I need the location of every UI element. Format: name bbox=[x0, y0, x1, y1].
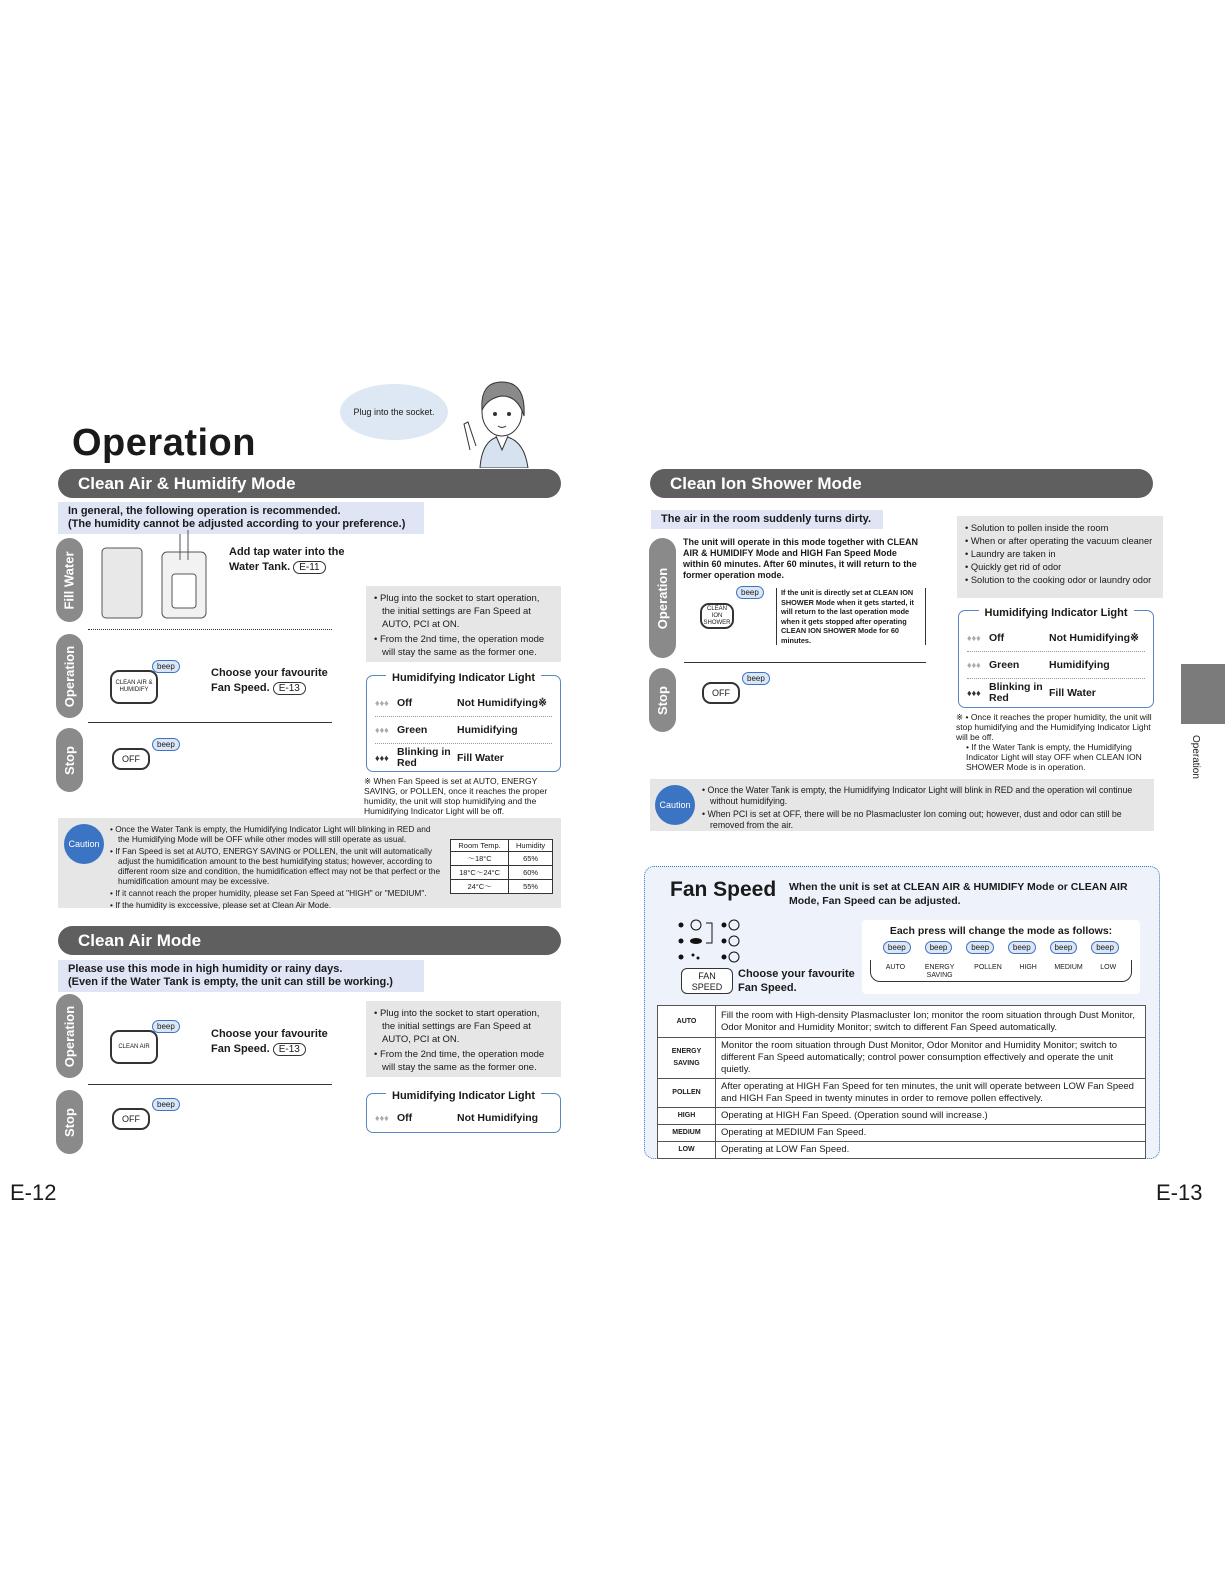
clean-air-header: Clean Air Mode bbox=[58, 926, 561, 955]
fan-text-line-1: Choose your favourite bbox=[211, 667, 328, 679]
beep-bubble: beep bbox=[1050, 941, 1078, 954]
use-item: • When or after operating the vacuum cleaner bbox=[965, 536, 1153, 546]
beep-bubble: beep bbox=[1008, 941, 1036, 954]
use-item: • Quickly get rid of odor bbox=[965, 562, 1062, 572]
caution-line: • Once the Water Tank is empty, the Humidifying Indicator Light will blinking in RED and the Humidifying Mode will be OFF while other modes will still operate as usual. bbox=[110, 824, 431, 844]
clean-air-humidify-button[interactable]: CLEAN AIR & HUMIDIFY bbox=[110, 670, 158, 704]
footnote: ※ When Fan Speed is set at AUTO, ENERGY SAVING, or POLLEN, once it reaches the proper humidity, the unit will stop humidifying and the Humidifying Indicator Light will be off. bbox=[364, 776, 548, 816]
boxed-note: If the unit is directly set at CLEAN ION SHOWER Mode when it gets started, it will return to the last operation mode when it gets stopped after operating CLEAN ION SHOWER Mode for 60 minutes. bbox=[776, 588, 926, 645]
table-header: Room Temp. bbox=[451, 840, 509, 852]
indicator-row: ♦♦♦ Off Not Humidifying※ bbox=[967, 625, 1145, 652]
ion-shower-desc: The unit will operate in this mode together with CLEAN AIR & HUMIDIFY Mode and HIGH Fan Speed Mode within 60 minutes. After 60 minutes, it will return to the former operation mode. bbox=[683, 537, 919, 580]
info-line-1: • Plug into the socket to start operation, the initial settings are Fan Speed at AUTO, PCI at ON. bbox=[374, 1008, 540, 1045]
table-row: MEDIUM Operating at MEDIUM Fan Speed. bbox=[658, 1125, 1146, 1142]
caution-line: • If it cannot reach the proper humidity, please set Fan Speed at "HIGH" or "MEDIUM". bbox=[110, 888, 427, 898]
divider bbox=[88, 629, 332, 630]
indicator-light-box bbox=[366, 1090, 561, 1133]
choose-line-2: Fan Speed. bbox=[738, 982, 797, 994]
ref-e13[interactable]: E-13 bbox=[273, 682, 306, 695]
speech-bubble: Plug into the socket. bbox=[340, 384, 448, 440]
cycle-step: LOW bbox=[1100, 964, 1117, 971]
ion-shower-note: The air in the room suddenly turns dirty. bbox=[651, 510, 883, 529]
humidity-table bbox=[450, 839, 553, 894]
beep-bubble: beep bbox=[736, 586, 764, 599]
fan-speed-button[interactable]: FAN SPEED bbox=[681, 968, 733, 994]
table-row: ENERGY SAVING Monitor the room situation through Dust Monitor, Odor Monitor and Humidity Monitor; switch to different Fan Speed automatically; control power consumption effectively and operate the unit quietly. bbox=[658, 1038, 1146, 1079]
side-tab bbox=[1181, 664, 1225, 724]
indicator-title: Humidifying Indicator Light bbox=[979, 607, 1134, 619]
indicator-row: ♦♦♦ Blinking in Red Fill Water bbox=[375, 745, 504, 769]
footnote-line: • If the Water Tank is empty, the Humidifying Indicator Light will stay OFF when CLEAN ION SHOWER Mode is in operation. bbox=[966, 742, 1142, 772]
cycle-beeps bbox=[862, 941, 1140, 954]
indicator-light-box bbox=[958, 607, 1154, 708]
cycle-box bbox=[862, 920, 1140, 994]
cycle-step: POLLEN bbox=[974, 964, 1002, 971]
beep-bubble: beep bbox=[966, 941, 994, 954]
table-row: 18°C～24°C 60% bbox=[451, 866, 553, 880]
tab-stop: Stop bbox=[56, 728, 83, 792]
note-line-1: Please use this mode in high humidity or rainy days. bbox=[68, 963, 343, 975]
table-row: 24°C～ 55% bbox=[451, 880, 553, 894]
info-box bbox=[366, 586, 561, 662]
indicator-title: Humidifying Indicator Light bbox=[386, 672, 541, 684]
fan-text-line-1: Choose your favourite bbox=[211, 1028, 328, 1040]
tab-operation: Operation bbox=[56, 994, 83, 1078]
beep-bubble: beep bbox=[883, 941, 911, 954]
info-line-1: • Plug into the socket to start operation, the initial settings are Fan Speed at AUTO, PCI at ON. bbox=[374, 593, 540, 630]
page-title: Operation bbox=[72, 422, 256, 464]
tab-fill-water: Fill Water bbox=[56, 538, 83, 622]
caution-line: • When PCI is set at OFF, there will be no Plasmacluster Ion coming out; however, dust and odor can still be removed from the air. bbox=[702, 809, 1122, 830]
page-number-left: E-12 bbox=[10, 1180, 57, 1205]
woman-illustration bbox=[440, 376, 560, 468]
cycle-step: MEDIUM bbox=[1054, 964, 1083, 971]
fill-water-line-1: Add tap water into the bbox=[229, 546, 345, 558]
table-row: AUTO Fill the room with High-density Plasmacluster Ion; monitor the room situation through Dust Monitor, Odor Monitor and Humidity Monitor; switch to different Fan Speed automatically. bbox=[658, 1006, 1146, 1038]
use-cases-box bbox=[957, 516, 1163, 598]
note-line-2: (Even if the Water Tank is empty, the unit can still be working.) bbox=[68, 976, 393, 988]
choose-line-1: Choose your favourite bbox=[738, 968, 855, 980]
use-item: • Laundry are taken in bbox=[965, 549, 1056, 559]
fill-water-text bbox=[229, 545, 345, 575]
use-item: • Solution to pollen inside the room bbox=[965, 523, 1109, 533]
beep-bubble: beep bbox=[152, 1020, 180, 1033]
tab-operation: Operation bbox=[649, 538, 676, 658]
beep-bubble: beep bbox=[925, 941, 953, 954]
table-row: POLLEN After operating at HIGH Fan Speed for ten minutes, the unit will operate between LOW Fan Speed and HIGH Fan Speed in twenty minutes in order to remove pollen effectively. bbox=[658, 1079, 1146, 1108]
fan-speed-title: Fan Speed bbox=[670, 878, 777, 901]
fill-water-line-2: Water Tank. bbox=[229, 561, 291, 573]
table-row: HIGH Operating at HIGH Fan Speed. (Operation sound will increase.) bbox=[658, 1108, 1146, 1125]
cycle-sequence bbox=[870, 960, 1132, 982]
ion-shower-header: Clean Ion Shower Mode bbox=[650, 469, 1153, 498]
clean-humidify-header: Clean Air & Humidify Mode bbox=[58, 469, 561, 498]
ref-e13[interactable]: E-13 bbox=[273, 1043, 306, 1056]
clean-ion-shower-button[interactable]: CLEAN ION SHOWER bbox=[700, 603, 734, 629]
divider bbox=[88, 722, 332, 723]
fan-speed-text bbox=[211, 1027, 328, 1057]
indicator-row: ♦♦♦ Off Not Humidifying bbox=[375, 1111, 539, 1124]
tab-stop: Stop bbox=[649, 668, 676, 732]
use-item: • Solution to the cooking odor or laundry odor bbox=[965, 575, 1152, 585]
caution-box bbox=[650, 779, 1154, 831]
off-button[interactable]: OFF bbox=[112, 1108, 150, 1130]
off-button[interactable]: OFF bbox=[112, 748, 150, 770]
fan-speed-subtitle: When the unit is set at CLEAN AIR & HUMIDIFY Mode or CLEAN AIR Mode, Fan Speed can be adjusted. bbox=[789, 881, 1128, 907]
mode-icons bbox=[676, 918, 746, 964]
indicator-title: Humidifying Indicator Light bbox=[386, 1090, 541, 1102]
indicator-light-box bbox=[366, 672, 561, 772]
side-label: Operation bbox=[1190, 735, 1201, 779]
caution-badge: Caution bbox=[655, 785, 695, 825]
cycle-step: HIGH bbox=[1019, 964, 1037, 971]
fan-speed-text bbox=[211, 666, 328, 696]
indicator-row: ♦♦♦ Green Humidifying bbox=[375, 717, 552, 744]
caution-line: • Once the Water Tank is empty, the Humidifying Indicator Light will blink in RED and the operation wil continue without humidifying. bbox=[702, 785, 1133, 806]
footnote-line: ※ • Once it reaches the proper humidity, the unit will stop humidifying and the Humidifying Indicator Light will be off. bbox=[956, 712, 1152, 742]
cycle-step: ENERGY SAVING bbox=[924, 964, 955, 979]
beep-bubble: beep bbox=[152, 660, 180, 673]
water-tank-illustration bbox=[98, 530, 218, 622]
info-box bbox=[366, 1001, 561, 1077]
beep-bubble: beep bbox=[1091, 941, 1119, 954]
divider bbox=[88, 1084, 332, 1085]
caution-line: • If the humidity is exccessive, please set at Clean Air Mode. bbox=[110, 900, 332, 910]
clean-air-button[interactable]: CLEAN AIR bbox=[110, 1030, 158, 1064]
cycle-title: Each press will change the mode as follows: bbox=[889, 925, 1113, 937]
indicator-row: ♦♦♦ Green Humidifying bbox=[967, 652, 1145, 679]
divider bbox=[684, 662, 926, 663]
table-row: LOW Operating at LOW Fan Speed. bbox=[658, 1142, 1146, 1159]
tab-stop: Stop bbox=[56, 1090, 83, 1154]
table-row: ～18°C 65% bbox=[451, 852, 553, 866]
info-line-2: • From the 2nd time, the operation mode will stay the same as the former one. bbox=[374, 634, 545, 658]
beep-bubble: beep bbox=[742, 672, 770, 685]
fan-mode-table bbox=[657, 1005, 1146, 1159]
indicator-row: ♦♦♦ Blinking in Red Fill Water bbox=[967, 680, 1096, 704]
footnote bbox=[956, 712, 1162, 772]
info-line-2: • From the 2nd time, the operation mode will stay the same as the former one. bbox=[374, 1049, 545, 1073]
ref-e11[interactable]: E-11 bbox=[293, 561, 325, 574]
fan-text-line-2: Fan Speed. bbox=[211, 1043, 270, 1055]
caution-line: • If Fan Speed is set at AUTO, ENERGY SAVING or POLLEN, the unit will automatically adjust the humidification amount to the best humidifying status; however, according to different room size and condition, the humidification effect may not be that perfect or the humidification amount may be excessive. bbox=[110, 846, 441, 886]
caution-badge: Caution bbox=[64, 824, 104, 864]
fan-text-line-2: Fan Speed. bbox=[211, 682, 270, 694]
beep-bubble: beep bbox=[152, 1098, 180, 1111]
off-button[interactable]: OFF bbox=[702, 682, 740, 704]
choose-text bbox=[738, 967, 855, 995]
indicator-row: ♦♦♦ Off Not Humidifying※ bbox=[375, 690, 552, 717]
page-number-right: E-13 bbox=[1156, 1180, 1203, 1205]
beep-bubble: beep bbox=[152, 738, 180, 751]
note-line-1: In general, the following operation is recommended. bbox=[68, 505, 341, 517]
tab-operation: Operation bbox=[56, 634, 83, 718]
table-header: Humidity bbox=[509, 840, 553, 852]
cycle-step: AUTO bbox=[885, 964, 906, 971]
note-line-2: (The humidity cannot be adjusted according to your preference.) bbox=[68, 518, 406, 530]
clean-air-note bbox=[58, 960, 424, 992]
